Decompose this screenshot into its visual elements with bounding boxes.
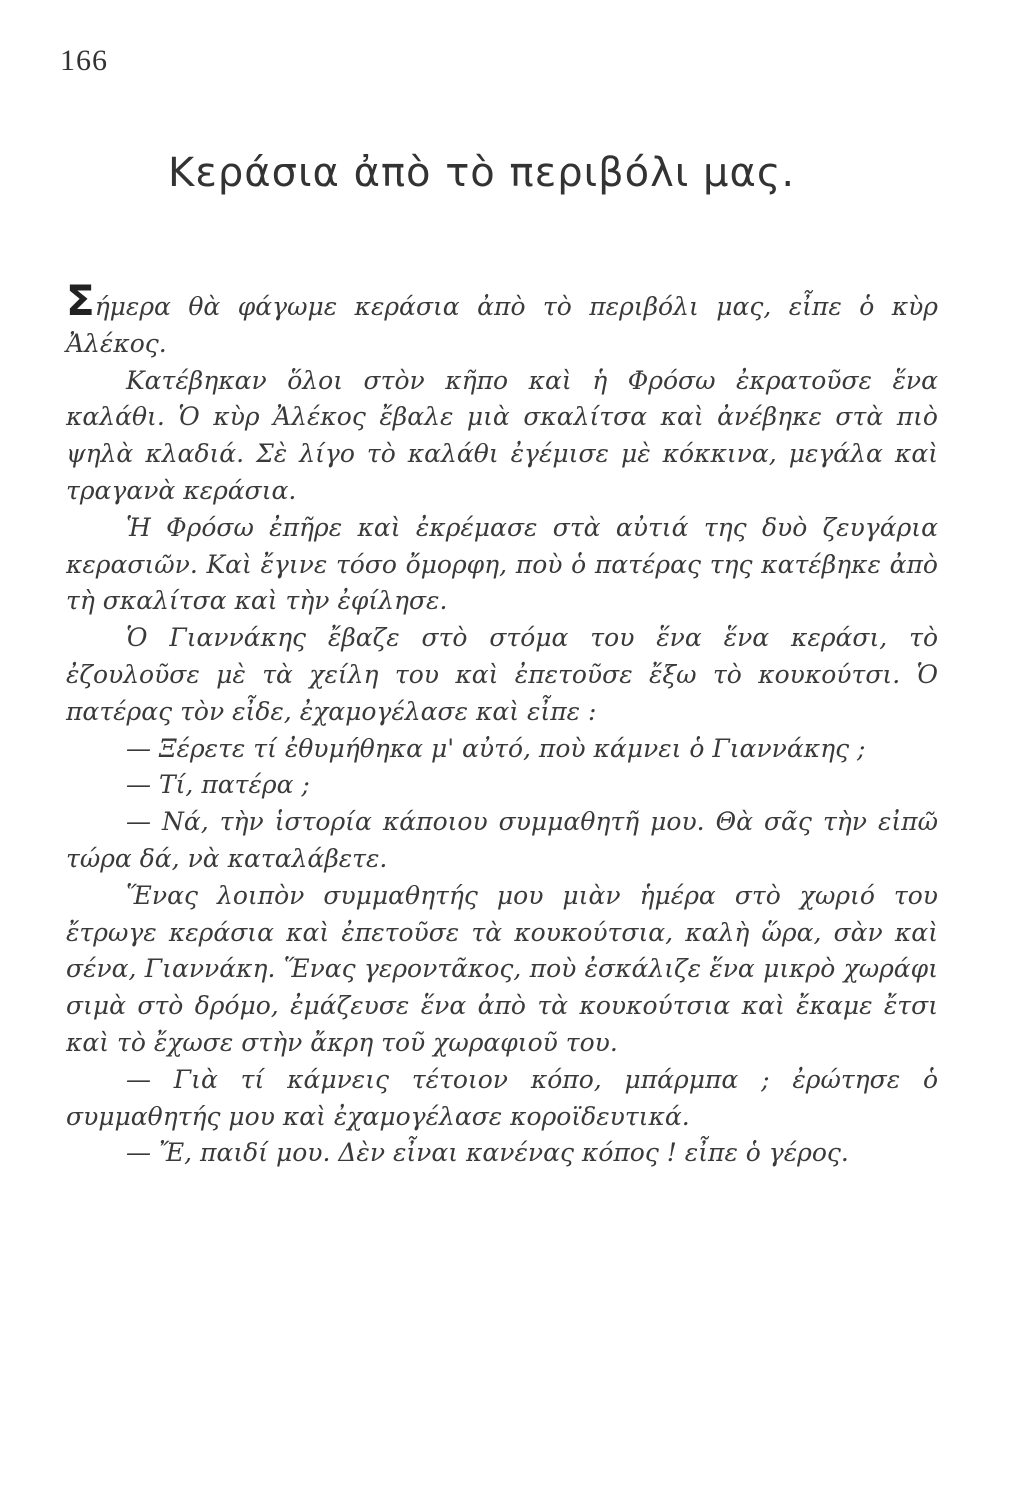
dialogue-line: — Ξέρετε τί ἐθυμήθηκα μ' αὐτό, ποὺ κάμνει ὁ Γιαννάκης ; [126, 733, 866, 763]
story-body [66, 276, 938, 1172]
drop-cap: Σ [66, 276, 95, 325]
paragraph-opening [66, 276, 938, 363]
paragraph-opening-text: ήμερα θὰ φάγωμε κεράσια ἀπὸ τὸ περιβόλι μας, εἶπε ὁ κὺρ Ἀλέκος. [66, 292, 938, 358]
paragraph: Ὁ Γιαννάκης ἔβαζε στὸ στόμα του ἕνα ἕνα κεράσι, τὸ ἐζουλοῦσε μὲ τὰ χείλη του καὶ ἐπετοῦσε ἔξω τὸ κουκούτσι. Ὁ πατέρας τὸν εἶδε, ἐχαμογέλασε καὶ εἶπε : [66, 623, 938, 726]
page-title: Κεράσια ἀπὸ τὸ περιβόλι μας. [168, 150, 796, 196]
paragraph: Κατέβηκαν ὅλοι στὸν κῆπο καὶ ἡ Φρόσω ἐκρατοῦσε ἕνα καλάθι. Ὁ κὺρ Ἀλέκος ἔβαλε μιὰ σκαλίτσα καὶ ἀνέβηκε στὰ πιὸ ψηλὰ κλαδιά. Σὲ λίγο τὸ καλάθι ἐγέμισε μὲ κόκκινα, μεγάλα καὶ τραγανὰ κεράσια. [66, 365, 938, 505]
paragraph: Ἕνας λοιπὸν συμμαθητής μου μιὰν ἡμέρα στὸ χωριό του ἔτρωγε κεράσια καὶ ἐπετοῦσε τὰ κουκούτσια, καλὴ ὥρα, σὰν καὶ σένα, Γιαννάκη. Ἕνας γεροντᾶκος, ποὺ ἐσκάλιζε ἕνα μικρὸ χωράφι σιμὰ στὸ δρόμο, ἐμάζευσε ἕνα ἀπὸ τὰ κουκούτσια καὶ ἔκαμε ἔτσι καὶ τὸ ἔχωσε στὴν ἄκρη τοῦ χωραφιοῦ του. [66, 880, 938, 1057]
dialogue-line: — Ἔ, παιδί μου. Δὲν εἶναι κανένας κόπος ! εἶπε ὁ γέρος. [126, 1138, 849, 1168]
dialogue-line: — Νά, τὴν ἱστορία κάποιου συμμαθητῆ μου. Θὰ σᾶς τὴν εἰπῶ τώρα δά, νὰ καταλάβετε. [66, 807, 938, 873]
dialogue-line: — Τί, πατέρα ; [126, 770, 310, 800]
page-number: 166 [60, 44, 108, 77]
paragraph: Ἡ Φρόσω ἐπῆρε καὶ ἐκρέμασε στὰ αὐτιά της δυὸ ζευγάρια κερασιῶν. Καὶ ἔγινε τόσο ὄμορφη, ποὺ ὁ πατέρας της κατέβηκε ἀπὸ τὴ σκαλίτσα καὶ τὴν ἐφίλησε. [66, 512, 938, 616]
dialogue-line: — Γιὰ τί κάμνεις τέτοιον κόπο, μπάρμπα ; ἐρώτησε ὁ συμμαθητής μου καὶ ἐχαμογέλασε κοροϊδευτικά. [66, 1064, 938, 1131]
